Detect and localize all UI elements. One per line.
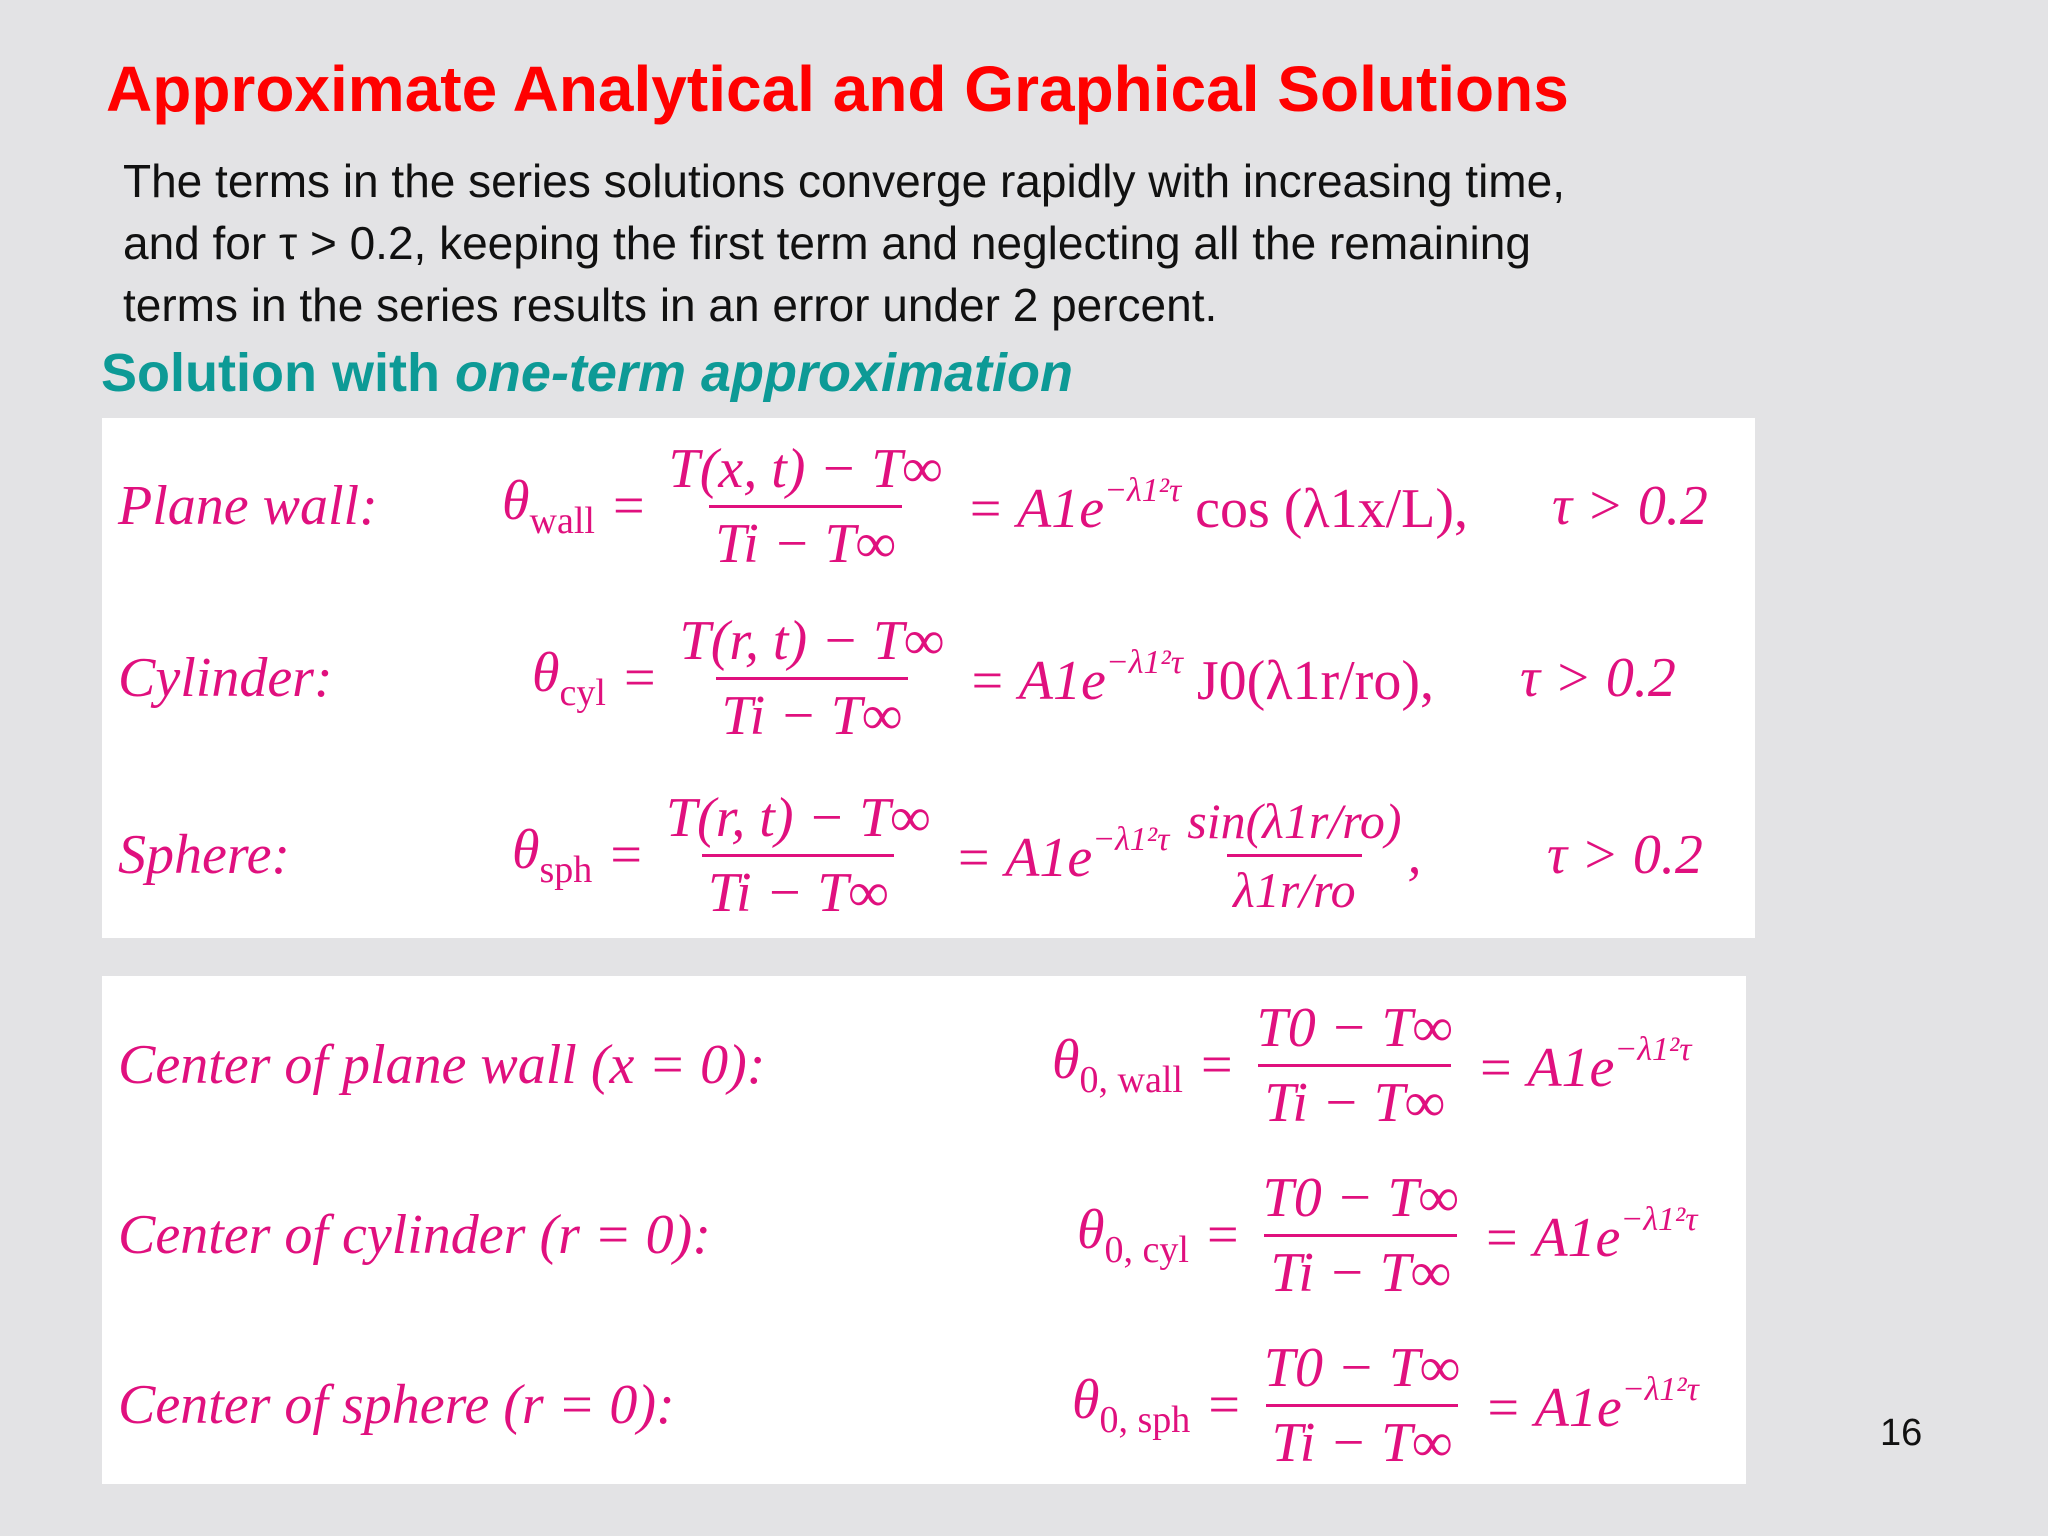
center-temperature-fraction: $\frac{T0 - T\infty}{Ti - T\infty}$ [1256, 996, 1453, 1134]
one-term-equations-panel [102, 418, 1755, 938]
theta-symbol: $\theta_{0, cyl}$ [1077, 1199, 1189, 1271]
theta-symbol: $\theta_{wall}$ [502, 470, 595, 542]
equation-center-sphere [102, 1330, 1746, 1480]
tau-condition: τ > 0.2 [1552, 475, 1708, 537]
theta-symbol: $\theta_{0, wall}$ [1052, 1029, 1183, 1101]
tau-condition: τ > 0.2 [1547, 824, 1703, 886]
equation-rhs: = $A1e^{-\lambda 1^2\tau}$ [1476, 1030, 1692, 1099]
theta-symbol: $\theta_{sph}$ [512, 819, 593, 891]
page-number: 16 [1880, 1412, 1923, 1454]
equation-cylinder [102, 608, 1755, 748]
equation-label: Center of cylinder (r = 0): [118, 1204, 711, 1266]
equation-sphere [102, 780, 1755, 930]
intro-line: terms in the series results in an error under 2 percent. [123, 279, 1218, 331]
sine-ratio-fraction: $\frac{\sin(\lambda 1r/ro)}{\lambda 1r/ro}$ [1187, 792, 1402, 918]
equation-label: Center of plane wall (x = 0): [118, 1034, 766, 1096]
equation-rhs: = $A1e^{-\lambda 1^2\tau}$ cos (λ1x/L), [966, 471, 1469, 540]
equation-center-cylinder [102, 1160, 1746, 1310]
equals-sign: = [1200, 1034, 1233, 1096]
equation-rhs: = $A1e^{-\lambda 1^2\tau}$ [1483, 1370, 1699, 1439]
equation-body [512, 786, 1422, 925]
equation-body [502, 437, 1468, 576]
tau-condition: τ > 0.2 [1520, 647, 1676, 709]
equation-label: Plane wall: [118, 475, 378, 537]
equation-plane-wall [102, 436, 1755, 576]
equation-body [1072, 1336, 1699, 1475]
equation-body [1077, 1166, 1697, 1305]
equation-rhs: = $A1e^{-\lambda 1^2\tau}$ [1482, 1200, 1698, 1269]
center-temperature-fraction: $\frac{T0 - T\infty}{Ti - T\infty}$ [1263, 1336, 1460, 1474]
slide-title: Approximate Analytical and Graphical Solutions [106, 53, 1569, 125]
equation-rhs: = $A1e^{-\lambda 1^2\tau}$ J0(λ1r/ro), [968, 643, 1434, 712]
equals-sign: = [1206, 1204, 1239, 1266]
intro-line: The terms in the series solutions converge rapidly with increasing time, [123, 155, 1565, 207]
theta-symbol: $\theta_{0, sph}$ [1072, 1369, 1191, 1441]
equals-sign: = [1208, 1374, 1240, 1436]
equation-rhs: = $A1e^{-\lambda 1^2\tau}$ [954, 820, 1170, 889]
intro-paragraph [123, 150, 1803, 336]
equals-sign: = [612, 475, 645, 537]
equals-sign: = [623, 647, 656, 709]
center-equations-panel [102, 976, 1746, 1484]
equals-sign: = [610, 824, 642, 886]
dimensionless-temperature-fraction: $\frac{T(r, t) - T\infty}{Ti - T\infty}$ [679, 609, 944, 747]
equation-label: Cylinder: [118, 647, 333, 709]
center-temperature-fraction: $\frac{T0 - T\infty}{Ti - T\infty}$ [1262, 1166, 1459, 1304]
subtitle-plain: Solution with [101, 343, 455, 403]
theta-symbol: $\theta_{cyl}$ [532, 642, 606, 714]
dimensionless-temperature-fraction: $\frac{T(x, t) - T\infty}{Ti - T\infty}$ [668, 437, 943, 575]
dimensionless-temperature-fraction: $\frac{T(r, t) - T\infty}{Ti - T\infty}$ [665, 786, 931, 924]
section-subtitle [101, 342, 1073, 404]
equation-body [1052, 996, 1691, 1135]
equation-label: Sphere: [118, 824, 291, 886]
equation-comma: , [1407, 824, 1422, 886]
equation-center-plane-wall [102, 990, 1746, 1140]
equation-body [532, 609, 1434, 748]
subtitle-italic: one-term approximation [454, 343, 1074, 403]
intro-line: and for τ > 0.2, keeping the first term and neglecting all the remaining [123, 217, 1531, 269]
equation-label: Center of sphere (r = 0): [118, 1374, 675, 1436]
